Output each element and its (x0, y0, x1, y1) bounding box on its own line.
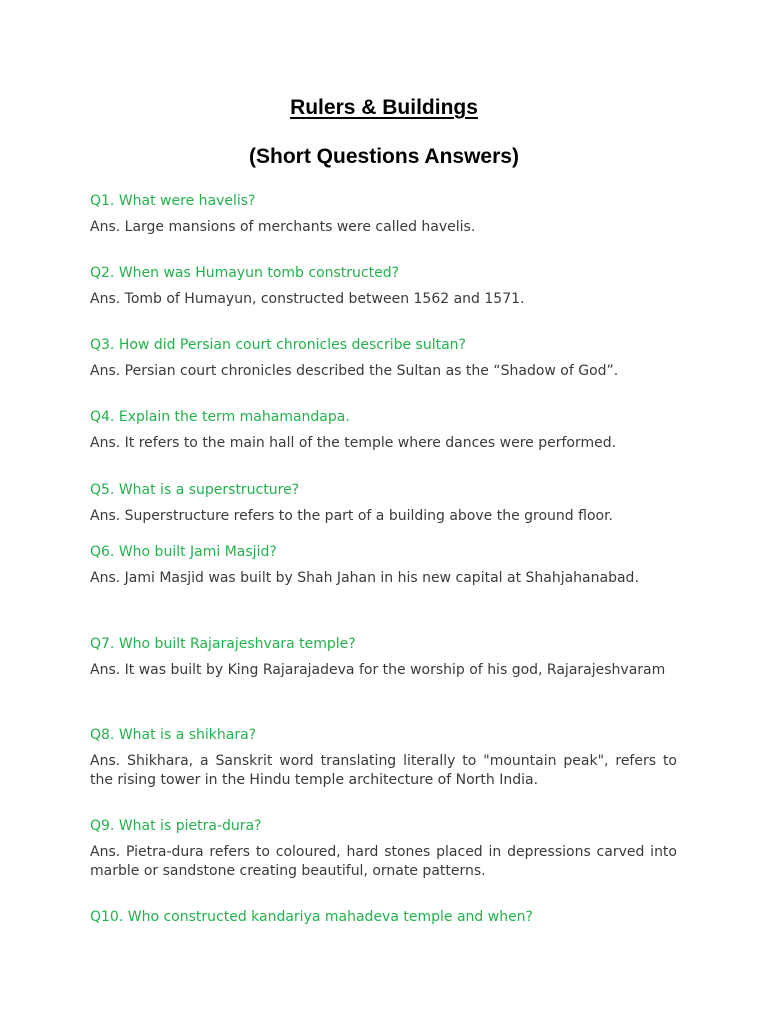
page-subtitle: (Short Questions Answers) (249, 145, 519, 168)
page-title: Rulers & Buildings (290, 96, 478, 119)
answer-3: Ans. Persian court chronicles described the Sultan as the “Shadow of God”. (90, 363, 619, 379)
question-9: Q9. What is pietra-dura? (90, 818, 262, 834)
answer-7: Ans. It was built by King Rajarajadeva for the worship of his god, Rajarajeshvaram (90, 662, 666, 678)
qa-item-2 (90, 264, 677, 309)
question-10: Q10. Who constructed kandariya mahadeva temple and when? (90, 909, 533, 925)
qa-item-7 (90, 635, 677, 680)
answer-9: Ans. Pietra-dura refers to coloured, hard stones placed in depressions carved into marble or sandstone creating beautiful, ornate patterns. (90, 844, 677, 879)
qa-item-10 (90, 908, 677, 927)
question-4: Q4. Explain the term mahamandapa. (90, 409, 350, 425)
qa-item-6 (90, 543, 677, 588)
qa-item-4 (90, 408, 677, 453)
answer-1: Ans. Large mansions of merchants were called havelis. (90, 219, 476, 235)
answer-8: Ans. Shikhara, a Sanskrit word translating literally to "mountain peak", refers to the rising tower in the Hindu temple architecture of North India. (90, 753, 677, 788)
qa-item-8 (90, 726, 677, 790)
qa-item-9 (90, 817, 677, 881)
answer-5: Ans. Superstructure refers to the part of a building above the ground floor. (90, 508, 613, 524)
qa-item-1 (90, 192, 677, 237)
question-7: Q7. Who built Rajarajeshvara temple? (90, 636, 356, 652)
answer-2: Ans. Tomb of Humayun, constructed between 1562 and 1571. (90, 291, 525, 307)
qa-item-5 (90, 481, 677, 526)
qa-item-3 (90, 336, 677, 381)
answer-6: Ans. Jami Masjid was built by Shah Jahan in his new capital at Shahjahanabad. (90, 570, 639, 586)
answer-4: Ans. It refers to the main hall of the temple where dances were performed. (90, 435, 617, 451)
question-1: Q1. What were havelis? (90, 193, 256, 209)
question-6: Q6. Who built Jami Masjid? (90, 544, 277, 560)
question-3: Q3. How did Persian court chronicles describe sultan? (90, 337, 466, 353)
question-2: Q2. When was Humayun tomb constructed? (90, 265, 400, 281)
question-5: Q5. What is a superstructure? (90, 482, 300, 498)
question-8: Q8. What is a shikhara? (90, 727, 257, 743)
